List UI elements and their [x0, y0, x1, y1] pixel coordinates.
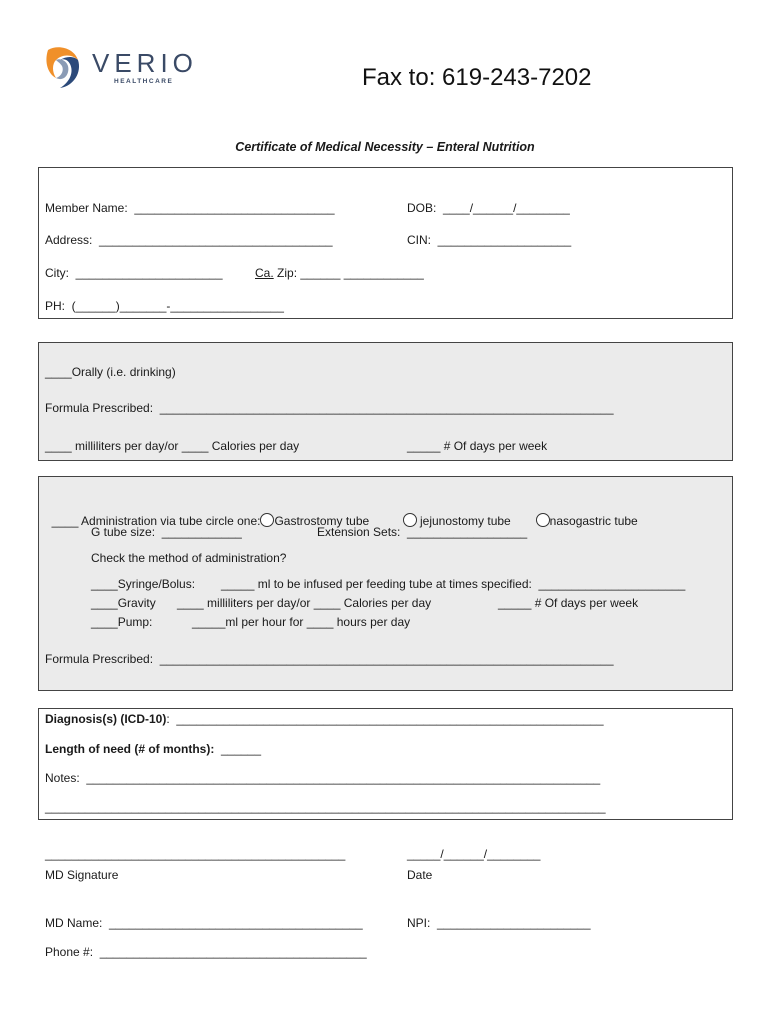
- gravity-detail-field[interactable]: ____ milliliters per day/or ____ Calories per day: [177, 596, 432, 610]
- gastrostomy-label: Gastrostomy tube: [274, 514, 370, 528]
- npi-field[interactable]: NPI: _______________________: [407, 916, 591, 930]
- date-line[interactable]: _____/______/________: [407, 847, 541, 861]
- orally-option[interactable]: ____Orally (i.e. drinking): [45, 365, 176, 379]
- notes-line-2[interactable]: ____________________________________________________________________________________: [45, 800, 606, 814]
- dob-field[interactable]: DOB: ____/______/________: [407, 201, 570, 215]
- length-of-need-label: Length of need (# of months):: [45, 742, 215, 756]
- tube-formula-field[interactable]: Formula Prescribed: ____________________________________________________________________: [45, 652, 614, 666]
- date-label: Date: [407, 868, 433, 882]
- length-of-need-line[interactable]: ______: [214, 742, 262, 756]
- syringe-detail-field[interactable]: _____ ml to be infused per feeding tube at times specified: ______________________: [221, 577, 686, 591]
- syringe-bolus-option[interactable]: ____Syringe/Bolus:: [91, 577, 196, 591]
- logo-wordmark: VERIO: [92, 48, 198, 78]
- nasogastric-label: nasogastric tube: [549, 514, 638, 528]
- cin-field[interactable]: CIN: ____________________: [407, 233, 572, 247]
- verio-logo: [44, 44, 198, 90]
- nasogastric-option: [529, 499, 638, 528]
- oral-ml-calories-field[interactable]: ____ milliliters per day/or ____ Calories per day: [45, 439, 300, 453]
- nasogastric-radio[interactable]: [536, 513, 550, 527]
- diagnosis-row[interactable]: [45, 712, 604, 726]
- diagnosis-line[interactable]: : ________________________________________________________________: [166, 712, 604, 726]
- extension-sets-field[interactable]: Extension Sets: __________________: [317, 525, 528, 539]
- tube-admin-label[interactable]: ____ Administration via tube circle one:: [51, 514, 261, 528]
- g-tube-size-field[interactable]: G tube size: ____________: [91, 525, 242, 539]
- gravity-days-field[interactable]: _____ # Of days per week: [498, 596, 639, 610]
- check-method-label: Check the method of administration?: [91, 551, 287, 565]
- length-of-need-row[interactable]: [45, 742, 261, 756]
- form-title: Certificate of Medical Necessity – Enteral Nutrition: [235, 140, 535, 154]
- verio-logo-icon: [44, 44, 84, 90]
- md-signature-label: MD Signature: [45, 868, 119, 882]
- notes-field[interactable]: Notes: _____________________________________________________________________________: [45, 771, 601, 785]
- member-name-field[interactable]: Member Name: ______________________________: [45, 201, 335, 215]
- tube-admin-row: [45, 499, 369, 528]
- logo-subtitle: HEALTHCARE: [114, 78, 174, 85]
- oral-days-field[interactable]: _____ # Of days per week: [407, 439, 548, 453]
- pump-option[interactable]: ____Pump:: [91, 615, 153, 629]
- state-zip-field[interactable]: [255, 266, 424, 280]
- oral-formula-field[interactable]: Formula Prescribed: ____________________________________________________________________: [45, 401, 614, 415]
- city-field[interactable]: City: ______________________: [45, 266, 223, 280]
- fax-number: Fax to: 619-243-7202: [362, 64, 592, 91]
- address-field[interactable]: Address: ___________________________________: [45, 233, 333, 247]
- diagnosis-label: Diagnosis(s) (ICD-10): [45, 712, 167, 726]
- jejunostomy-option: [396, 499, 511, 528]
- md-signature-line[interactable]: _____________________________________________: [45, 847, 346, 861]
- state-label: Ca.: [255, 266, 274, 280]
- md-name-field[interactable]: MD Name: ______________________________________: [45, 916, 363, 930]
- phone-number-field[interactable]: Phone #: ________________________________________: [45, 945, 367, 959]
- jejunostomy-label: jejunostomy tube: [416, 514, 511, 528]
- gravity-option[interactable]: ____Gravity: [91, 596, 156, 610]
- zip-field[interactable]: Zip: ______ ____________: [273, 266, 424, 280]
- phone-field[interactable]: PH: (______)_______-_________________: [45, 299, 284, 313]
- pump-detail-field[interactable]: _____ml per hour for ____ hours per day: [192, 615, 411, 629]
- gastrostomy-radio[interactable]: [260, 513, 274, 527]
